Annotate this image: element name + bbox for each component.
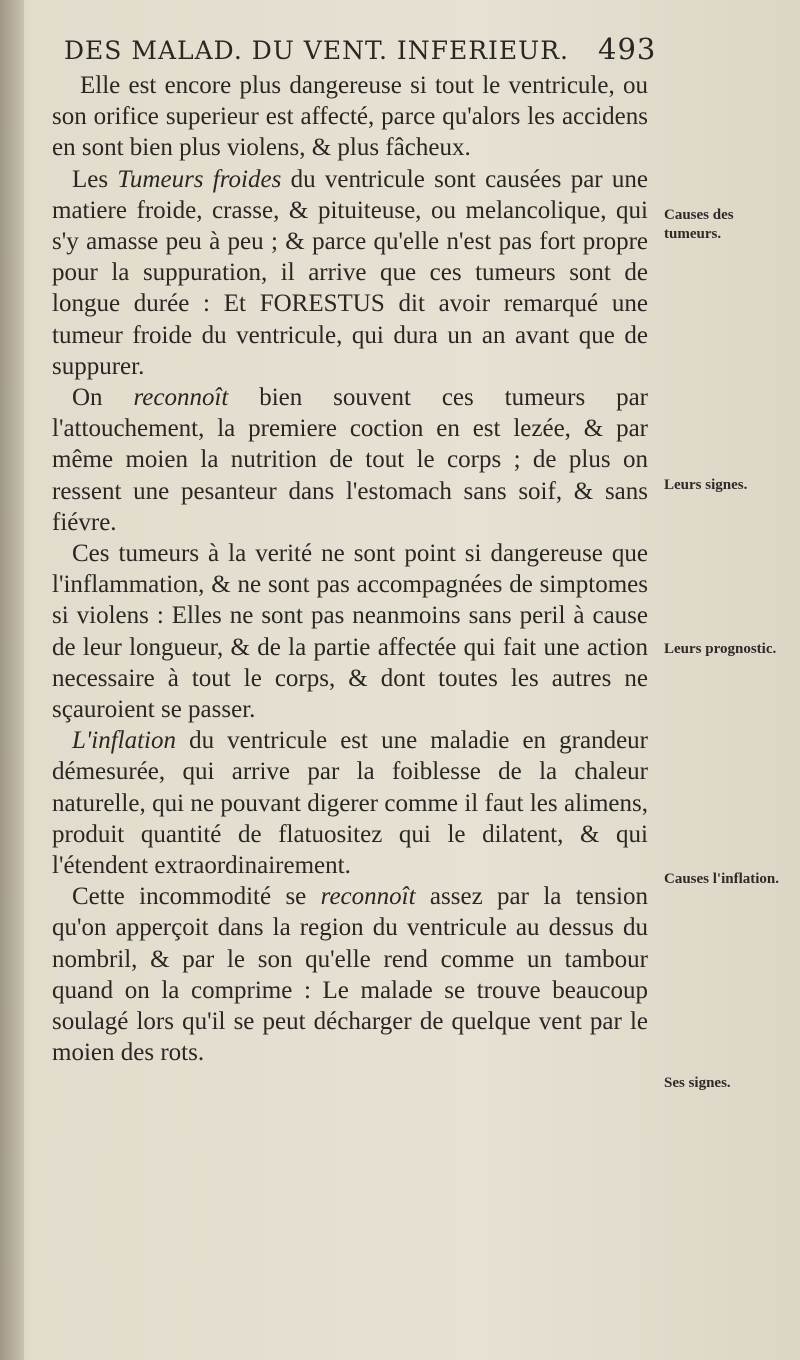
page-gutter bbox=[0, 0, 24, 1360]
margin-note-causes-inflation: Causes l'inflation. bbox=[664, 871, 780, 887]
margin-note-causes-tumeurs: Causes des tumeurs. bbox=[664, 207, 734, 242]
page-number: 493 bbox=[598, 32, 657, 66]
paragraph: Elle est encore plus dangereuse si tout le ventricule, ou son orifice superieur est affecté, parce qu'alors les accidens en sont bien plus violens, & plus fâcheux. bbox=[52, 72, 648, 162]
paragraph: Les Tumeurs froides du ventricule sont causées par une matiere froide, crasse, & pituiteuse, ou melancolique, qui s'y amasse peu à peu ; & parce qu'elle n'est pas fort propre pour la suppuration, il arrive que ces tumeurs sont de longue durée : Et FORESTUS dit avoir remarqué une tumeur froide du ventricule, qui dura un an avant que de suppurer. bbox=[52, 165, 648, 380]
running-header bbox=[64, 30, 664, 70]
margin-note-ses-signes: Ses signes. bbox=[664, 1075, 731, 1091]
paragraph: Cette incommodité se reconnoît assez par la tension qu'on apperçoit dans la region du ventricule au dessus du nombril, & par le son qu'elle rend comme un tambour quand on la comprime : Le malade se trouve beaucoup soulagé lors qu'il se peut décharger de quelque vent par le moien des rots. bbox=[52, 883, 648, 1067]
margin-note-prognostic: Leurs prognostic. bbox=[664, 641, 777, 657]
margin-note-signes: Leurs signes. bbox=[664, 477, 748, 493]
paragraph: L'inflation du ventricule est une maladie en grandeur démesurée, qui arrive par la foiblesse de la chaleur naturelle, qui ne pouvant digerer comme il faut les alimens, produit quantité de flatuositez qui le dilatent, & qui l'étendent extraordinairement. bbox=[52, 727, 648, 880]
paragraph: Ces tumeurs à la verité ne sont point si dangereuse que l'inflammation, & ne sont pas accompagnées de simptomes si violens : Elles ne sont pas neanmoins sans peril à cause de leur longueur, & de la partie affectée qui fait une action necessaire à tout le corps, & dont toutes les autres ne sçauroient se passer. bbox=[52, 540, 648, 724]
running-title: DES MALAD. DU VENT. INFERIEUR. bbox=[64, 36, 569, 65]
body-text bbox=[52, 70, 648, 1069]
paragraph: On reconnoît bien souvent ces tumeurs par l'attouchement, la premiere coction en est lezée, & par même moien la nutrition de tout le corps ; de plus on ressent une pesanteur dans l'estomach sans soif, & sans fiévre. bbox=[52, 384, 648, 536]
